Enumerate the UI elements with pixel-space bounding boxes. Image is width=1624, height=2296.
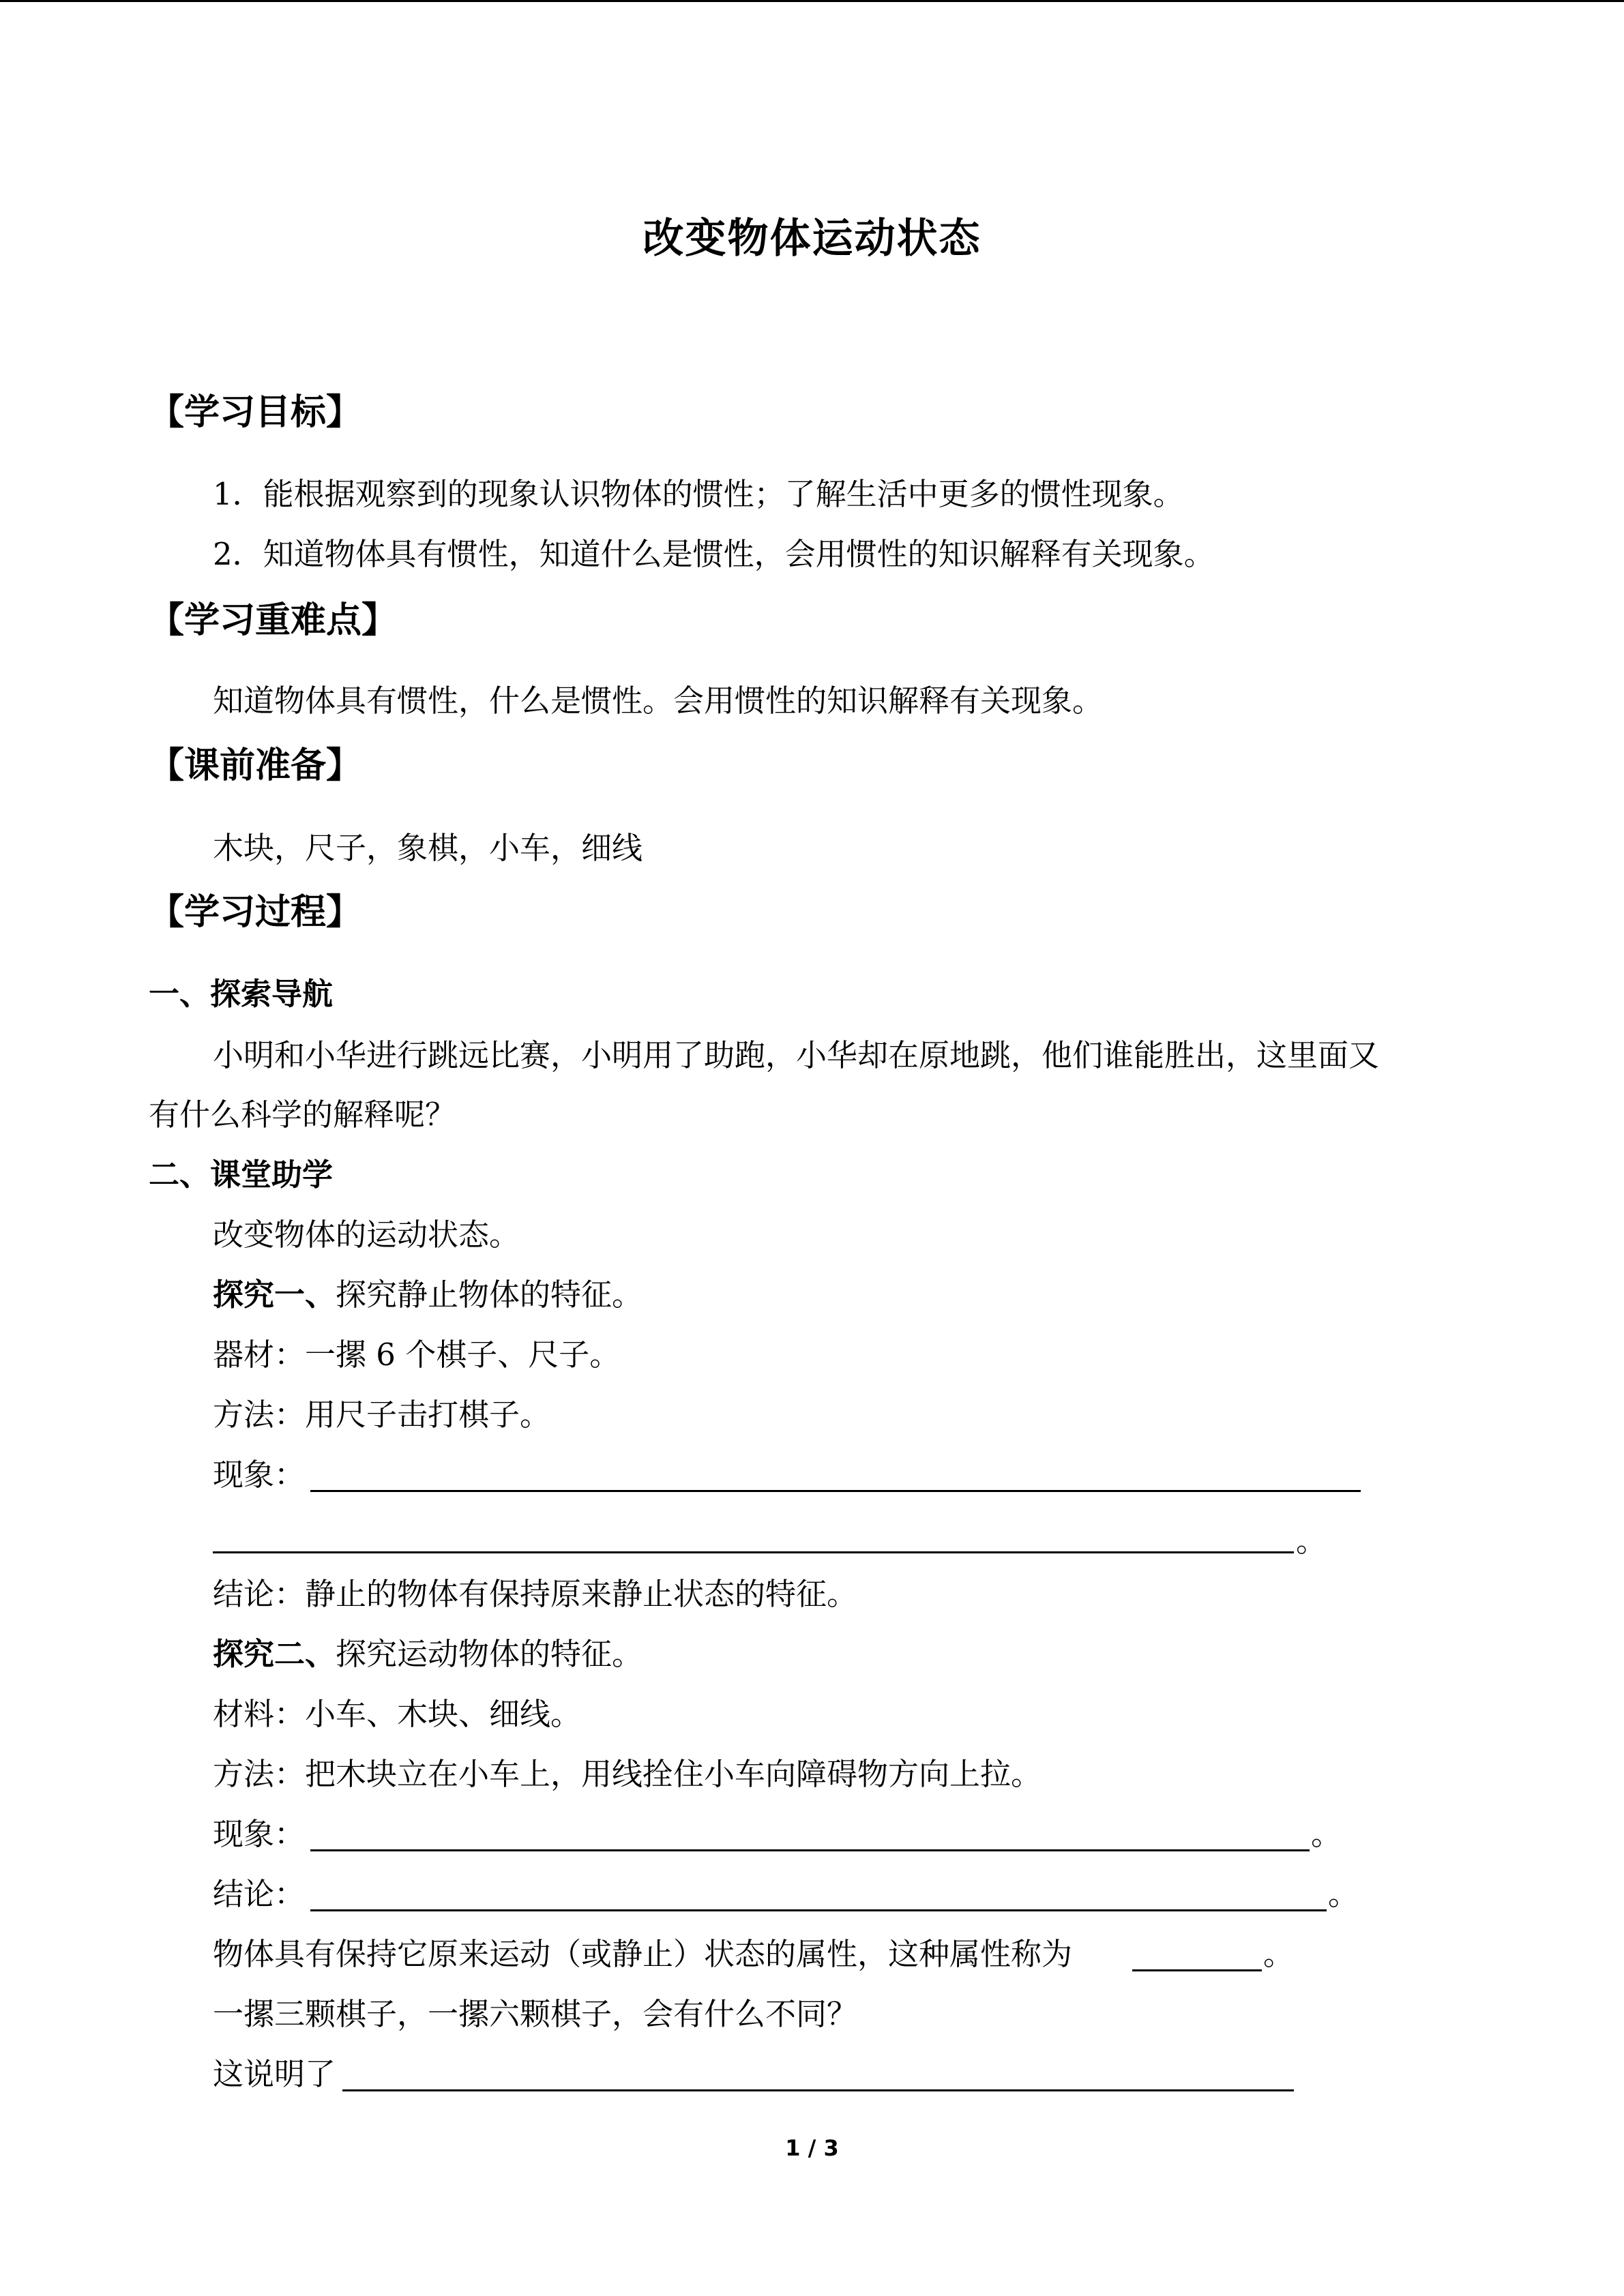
inquiry1-method: 方法：用尺子击打棋子。 (213, 1397, 551, 1433)
part1-text-line2: 有什么科学的解释呢？ (149, 1097, 456, 1133)
explain-blank (342, 2089, 1294, 2091)
chess-question: 一摞三颗棋子，一摞六颗棋子，会有什么不同？ (213, 1996, 858, 2032)
section-heading-process: 【学习过程】 (149, 892, 362, 933)
page-top-border (0, 0, 1624, 2)
inquiry2-conclusion-end-mark: 。 (1328, 1876, 1359, 1912)
inquiry2-method: 方法：把木块立在小车上，用线拴住小车向障碍物方向上拉。 (213, 1756, 1042, 1792)
section-heading-goals: 【学习目标】 (149, 392, 362, 433)
document-title: 改变物体运动状态 (643, 215, 981, 263)
inertia-blank (1132, 1969, 1262, 1971)
inquiry1-phenomenon-label: 现象： (213, 1457, 306, 1493)
inquiry1-label: 探究一、 (213, 1277, 336, 1313)
goal-item-2: 2．知道物体具有惯性，知道什么是惯性，会用惯性的知识解释有关现象。 (213, 536, 1215, 572)
inquiry2-title: 探究运动物体的特征。 (336, 1636, 643, 1672)
inquiry2-conclusion-blank (310, 1909, 1327, 1911)
inertia-line-prefix: 物体具有保持它原来运动（或静止）状态的属性，这种属性称为 (213, 1936, 1073, 1972)
inertia-line-suffix: 。 (1263, 1936, 1295, 1972)
explain-label: 这说明了 (213, 2056, 336, 2092)
inquiry1-line (213, 1274, 643, 1315)
inquiry1-phenomenon-blank-1 (310, 1490, 1361, 1492)
section-heading-key-points: 【学习重难点】 (149, 600, 398, 641)
inquiry1-phenomenon-blank-2 (213, 1551, 1294, 1553)
inquiry2-label: 探究二、 (213, 1636, 336, 1672)
inquiry2-phenomenon-end-mark: 。 (1311, 1816, 1342, 1852)
inquiry1-materials: 器材：一摞 6 个棋子、尺子。 (213, 1337, 621, 1373)
inquiry2-phenomenon-blank (310, 1849, 1310, 1851)
page-number: 1 / 3 (785, 2135, 839, 2161)
part2-intro: 改变物体的运动状态。 (213, 1217, 520, 1253)
inquiry2-conclusion-label: 结论： (213, 1876, 306, 1912)
inquiry2-line (213, 1634, 643, 1675)
inquiry1-title: 探究静止物体的特征。 (336, 1277, 643, 1313)
key-points-text: 知道物体具有惯性，什么是惯性。会用惯性的知识解释有关现象。 (213, 683, 1104, 719)
inquiry2-phenomenon-label: 现象： (213, 1816, 306, 1852)
goal-item-1: 1．能根据观察到的现象认识物体的惯性；了解生活中更多的惯性现象。 (213, 476, 1184, 512)
section-heading-preparation: 【课前准备】 (149, 745, 362, 786)
part1-text-line1: 小明和小华进行跳远比赛，小明用了助跑，小华却在原地跳，他们谁能胜出，这里面又 (213, 1037, 1380, 1073)
inquiry2-materials: 材料：小车、木块、细线。 (213, 1696, 582, 1732)
part2-heading: 二、课堂助学 (149, 1157, 334, 1193)
part1-heading: 一、探索导航 (149, 976, 334, 1012)
preparation-text: 木块，尺子，象棋，小车，细线 (213, 830, 643, 866)
inquiry1-end-mark: 。 (1296, 1523, 1327, 1559)
inquiry1-conclusion: 结论：静止的物体有保持原来静止状态的特征。 (213, 1576, 858, 1612)
